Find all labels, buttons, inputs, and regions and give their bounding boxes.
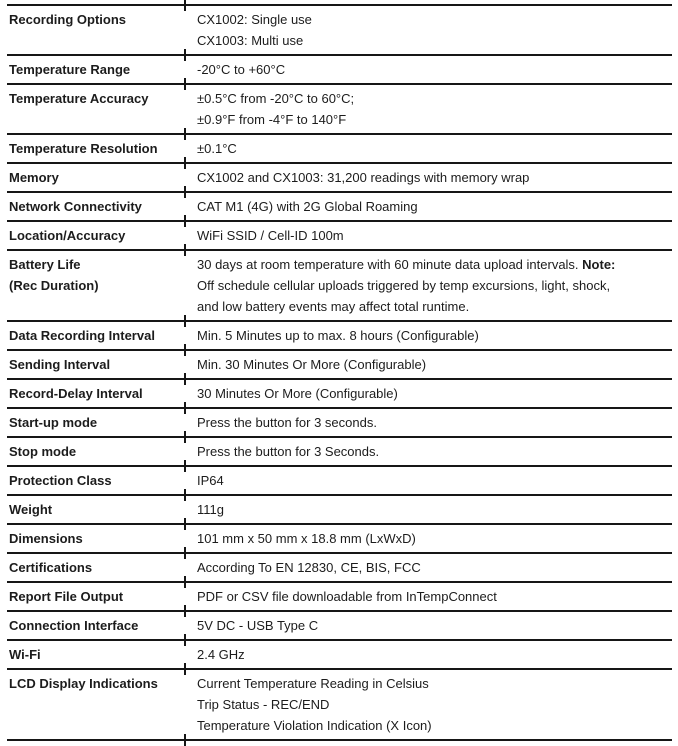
spec-label-line: Wi-Fi [9, 647, 41, 662]
spec-value-line [197, 383, 668, 404]
spec-label-line: Report File Output [9, 589, 124, 604]
spec-value [185, 612, 672, 639]
spec-value [185, 438, 672, 465]
spec-value [185, 496, 672, 523]
spec-value-segment: 30 Minutes Or More (Configurable) [197, 386, 398, 401]
spec-value-segment-bold: Note: [582, 257, 616, 272]
spec-value-line [197, 694, 668, 715]
spec-label-line: Recording Options [9, 12, 126, 27]
spec-label [7, 554, 185, 581]
spec-value [185, 380, 672, 407]
spec-value-segment: 30 days at room temperature with 60 minute data upload intervals. [197, 257, 583, 272]
spec-label [7, 164, 185, 191]
spec-label [7, 322, 185, 349]
table-row [7, 54, 672, 83]
spec-label-line: Weight [9, 502, 53, 517]
spec-value [185, 56, 672, 83]
spec-label [7, 525, 185, 552]
spec-label [7, 6, 185, 54]
table-row [7, 581, 672, 610]
spec-value [185, 193, 672, 220]
spec-label [7, 641, 185, 668]
table-row [7, 249, 672, 320]
spec-value-line [197, 196, 668, 217]
spec-value-segment: 101 mm x 50 mm x 18.8 mm (LxWxD) [197, 531, 416, 546]
spec-value-line [197, 30, 668, 51]
spec-label [7, 409, 185, 436]
spec-value [185, 554, 672, 581]
spec-label-line: Temperature Accuracy [9, 91, 149, 106]
spec-table [7, 4, 672, 741]
spec-value [185, 135, 672, 162]
spec-label [7, 351, 185, 378]
spec-label-line: Connection Interface [9, 618, 139, 633]
spec-value-line [197, 109, 668, 130]
spec-value-segment: CX1003: Multi use [197, 33, 304, 48]
spec-value-segment: 5V DC - USB Type C [197, 618, 319, 633]
spec-value-line [197, 557, 668, 578]
spec-label [7, 85, 185, 133]
spec-label [7, 467, 185, 494]
spec-value [185, 6, 672, 54]
spec-value-segment: According To EN 12830, CE, BIS, FCC [197, 560, 421, 575]
table-row [7, 639, 672, 668]
table-row [7, 320, 672, 349]
spec-value-line [197, 59, 668, 80]
table-row [7, 4, 672, 54]
spec-value [185, 351, 672, 378]
spec-label [7, 583, 185, 610]
spec-value [185, 251, 672, 320]
spec-label-line: Start-up mode [9, 415, 98, 430]
spec-value-line [197, 499, 668, 520]
spec-label [7, 193, 185, 220]
spec-value-line [197, 673, 668, 694]
table-row [7, 133, 672, 162]
spec-value-segment: IP64 [197, 473, 224, 488]
spec-value-line [197, 88, 668, 109]
spec-label-line: Record-Delay Interval [9, 386, 143, 401]
table-row [7, 465, 672, 494]
spec-label-line: Sending Interval [9, 357, 111, 372]
spec-label-line: Dimensions [9, 531, 83, 546]
spec-value-segment: ±0.9°F from -4°F to 140°F [197, 112, 347, 127]
spec-value-line [197, 715, 668, 736]
spec-value-segment: WiFi SSID / Cell-ID 100m [197, 228, 344, 243]
spec-value-segment: Min. 30 Minutes Or More (Configurable) [197, 357, 427, 372]
spec-label-line: Network Connectivity [9, 199, 142, 214]
spec-value-segment: Current Temperature Reading in Celsius [197, 676, 429, 691]
table-row [7, 349, 672, 378]
spec-label-line: Stop mode [9, 444, 77, 459]
spec-label [7, 135, 185, 162]
spec-label-line: Location/Accuracy [9, 228, 126, 243]
spec-value [185, 164, 672, 191]
spec-value-line [197, 9, 668, 30]
spec-value-segment: CX1002: Single use [197, 12, 312, 27]
spec-value [185, 409, 672, 436]
table-row [7, 220, 672, 249]
spec-label-line: Protection Class [9, 473, 112, 488]
table-row [7, 407, 672, 436]
spec-value-segment: CX1002 and CX1003: 31,200 readings with memory wrap [197, 170, 530, 185]
table-row [7, 610, 672, 639]
table-row [7, 552, 672, 581]
spec-label [7, 251, 185, 320]
spec-value-segment: Temperature Violation Indication (X Icon) [197, 718, 432, 733]
spec-value-line [197, 354, 668, 375]
spec-value-line [197, 586, 668, 607]
spec-value-line [197, 644, 668, 665]
spec-value-segment: Press the button for 3 seconds. [197, 415, 377, 430]
spec-value-segment: Min. 5 Minutes up to max. 8 hours (Configurable) [197, 328, 479, 343]
spec-label-line: Data Recording Interval [9, 328, 155, 343]
spec-value-segment: ±0.5°C from -20°C to 60°C; [197, 91, 355, 106]
spec-value-line [197, 296, 668, 317]
spec-value [185, 670, 672, 739]
spec-value-line [197, 412, 668, 433]
spec-label [7, 670, 185, 739]
spec-value [185, 467, 672, 494]
spec-value [185, 641, 672, 668]
table-row [7, 436, 672, 465]
spec-value-segment: 2.4 GHz [197, 647, 245, 662]
spec-value [185, 222, 672, 249]
spec-label [7, 496, 185, 523]
spec-value-segment: CAT M1 (4G) with 2G Global Roaming [197, 199, 418, 214]
table-row [7, 668, 672, 739]
table-row [7, 162, 672, 191]
spec-value-line [197, 615, 668, 636]
spec-value-segment: ±0.1°C [197, 141, 237, 156]
table-row [7, 523, 672, 552]
spec-label-line: LCD Display Indications [9, 676, 158, 691]
spec-value-line [197, 225, 668, 246]
spec-value-line [197, 138, 668, 159]
spec-value-line [197, 167, 668, 188]
spec-value-segment: PDF or CSV file downloadable from InTempConnect [197, 589, 497, 604]
spec-value-segment: Trip Status - REC/END [197, 697, 330, 712]
spec-value [185, 583, 672, 610]
spec-label-line: Memory [9, 170, 59, 185]
spec-value-segment: and low battery events may affect total runtime. [197, 299, 470, 314]
table-row [7, 191, 672, 220]
spec-value-line [197, 441, 668, 462]
table-row [7, 494, 672, 523]
spec-label-line: Certifications [9, 560, 93, 575]
spec-value-line [197, 275, 668, 296]
spec-label [7, 56, 185, 83]
spec-label [7, 222, 185, 249]
spec-value-segment: Press the button for 3 Seconds. [197, 444, 380, 459]
spec-label-line: Temperature Range [9, 62, 131, 77]
spec-value-line [197, 528, 668, 549]
spec-value-line [197, 470, 668, 491]
spec-label-line: Battery Life [9, 257, 81, 272]
table-row [7, 83, 672, 133]
spec-value-segment: -20°C to +60°C [197, 62, 286, 77]
table-row [7, 378, 672, 407]
spec-label [7, 612, 185, 639]
spec-value [185, 322, 672, 349]
spec-label-line: Temperature Resolution [9, 141, 158, 156]
spec-value-segment: 111g [197, 502, 224, 517]
spec-value-line [197, 325, 668, 346]
page [0, 4, 678, 733]
spec-value-line [197, 254, 668, 275]
spec-label [7, 380, 185, 407]
spec-label-line: (Rec Duration) [9, 278, 99, 293]
spec-value [185, 525, 672, 552]
spec-value-segment: Off schedule cellular uploads triggered by temp excursions, light, shock, [197, 278, 611, 293]
spec-value [185, 85, 672, 133]
spec-label [7, 438, 185, 465]
